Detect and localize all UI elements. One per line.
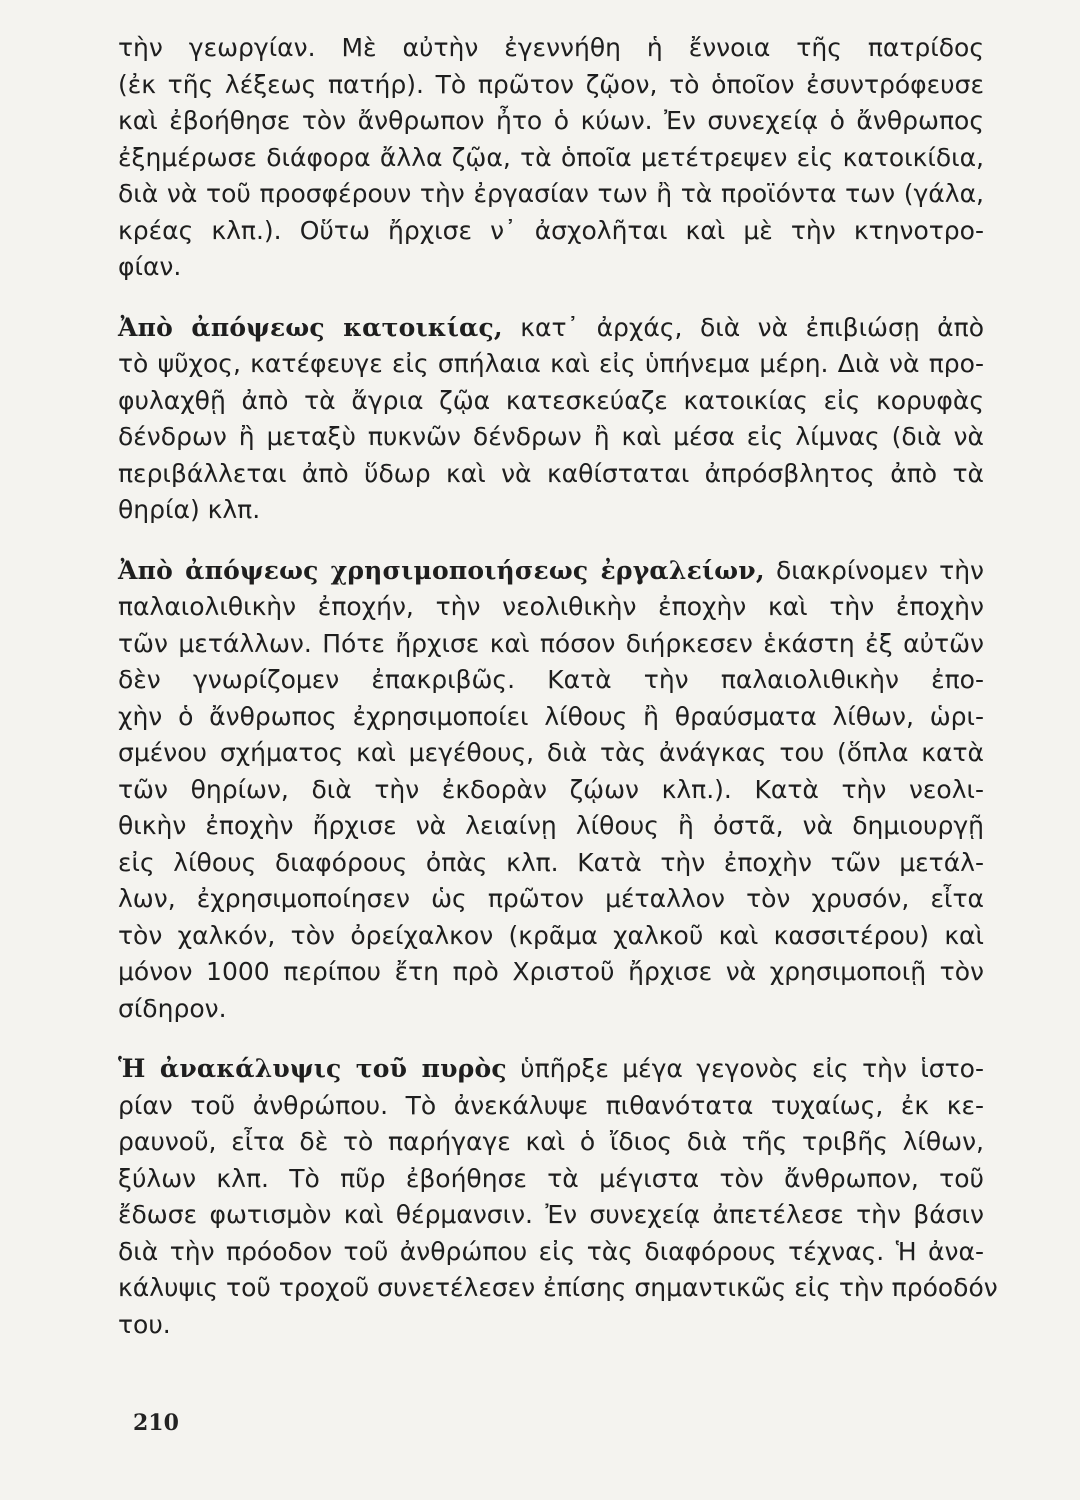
text-line: εἰς λίθους διαφόρους ὀπὰς κλπ. Κατὰ τὴν ἐποχὴν τῶν μετάλ- xyxy=(118,847,984,877)
page-number: 210 xyxy=(133,1410,179,1436)
paragraph-tools xyxy=(118,553,984,1028)
text-line: λων, ἐχρησιμοποίησεν ὡς πρῶτον μέταλλον τὸν χρυσόν, εἶτα xyxy=(118,884,984,913)
text-line: ἐξημέρωσε διάφορα ἄλλα ζῷα, τὰ ὁποῖα μετέτρεψεν εἰς κατοικίδια, xyxy=(118,142,984,172)
paragraph-heading: Ἀπὸ ἀπόψεως κατοικίας, xyxy=(118,312,503,342)
page-text xyxy=(118,30,998,1343)
text-line xyxy=(118,310,984,347)
paragraph-gap xyxy=(118,529,984,553)
text-line: τὸ ψῦχος, κατέφευγε εἰς σπήλαια καὶ εἰς ὑπήνεμα μέρη. Διὰ νὰ προ- xyxy=(118,349,984,378)
text-line: τὸν χαλκόν, τὸν ὀρείχαλκον (κρᾶμα χαλκοῦ καὶ κασσιτέρου) καὶ xyxy=(118,920,984,950)
paragraph-gap xyxy=(118,286,984,310)
text-line: περιβάλλεται ἀπὸ ὕδωρ καὶ νὰ καθίσταται ἀπρόσβλητος ἀπὸ τὰ xyxy=(118,458,984,488)
paragraph-heading: Ἡ ἀνακάλυψις τοῦ πυρὸς xyxy=(118,1054,507,1083)
text-line: τῶν θηρίων, διὰ τὴν ἐκδορὰν ζῴων κλπ.). Κατὰ τὴν νεολι- xyxy=(118,774,984,804)
text-line: θικὴν ἐποχὴν ἤρχισε νὰ λειαίνῃ λίθους ἢ ὀστᾶ, νὰ δημιουργῇ xyxy=(118,811,984,840)
text-line: του. xyxy=(118,1309,171,1339)
text-line: χὴν ὁ ἄνθρωπος ἐχρησιμοποίει λίθους ἢ θραύσματα λίθων, ὡρι- xyxy=(118,701,984,731)
text-line: διὰ νὰ τοῦ προσφέρουν τὴν ἐργασίαν των ἢ τὰ προϊόντα των (γάλα, xyxy=(118,179,984,208)
text-line: ἔδωσε φωτισμὸν καὶ θέρμανσιν. Ἐν συνεχείᾳ ἀπετέλεσε τὴν βάσιν xyxy=(118,1200,984,1229)
text-run: ὑπῆρξε μέγα γεγονὸς εἰς τὴν ἱστο- xyxy=(506,1054,984,1083)
text-line: τῶν μετάλλων. Πότε ἤρχισε καὶ πόσον διήρκεσεν ἑκάστη ἐξ αὐτῶν xyxy=(118,628,984,658)
text-run: διακρίνομεν τὴν xyxy=(764,555,984,585)
text-line: καὶ ἐβοήθησε τὸν ἄνθρωπον ἦτο ὁ κύων. Ἐν συνεχείᾳ ὁ ἄνθρωπος xyxy=(118,106,984,135)
text-run: κατ᾿ ἀρχάς, διὰ νὰ ἐπιβιώσῃ ἀπὸ xyxy=(502,312,984,342)
paragraph-dwelling xyxy=(118,310,984,529)
text-line: τὴν γεωργίαν. Μὲ αὐτὴν ἐγεννήθη ἡ ἔννοια τῆς πατρίδος xyxy=(118,33,984,62)
text-line: δὲν γνωρίζομεν ἐπακριβῶς. Κατὰ τὴν παλαιολιθικὴν ἐπο- xyxy=(118,665,984,694)
text-line: ρίαν τοῦ ἀνθρώπου. Τὸ ἀνεκάλυψε πιθανότατα τυχαίως, ἐκ κε- xyxy=(118,1090,984,1120)
text-line: ραυνοῦ, εἶτα δὲ τὸ παρήγαγε καὶ ὁ ἴδιος διὰ τῆς τριβῆς λίθων, xyxy=(118,1127,984,1156)
text-line: σμένου σχήματος καὶ μεγέθους, διὰ τὰς ἀνάγκας του (ὅπλα κατὰ xyxy=(118,738,984,767)
paragraph-fire xyxy=(118,1051,998,1343)
text-line: παλαιολιθικὴν ἐποχήν, τὴν νεολιθικὴν ἐποχὴν καὶ τὴν ἐποχὴν xyxy=(118,592,984,621)
text-line xyxy=(118,1051,984,1088)
text-line: μόνον 1000 περίπου ἔτη πρὸ Χριστοῦ ἤρχισε νὰ χρησιμοποιῇ τὸν xyxy=(118,957,984,986)
text-line: δένδρων ἢ μεταξὺ πυκνῶν δένδρων ἢ καὶ μέσα εἰς λίμνας (διὰ νὰ xyxy=(118,422,984,451)
text-line: φυλαχθῇ ἀπὸ τὰ ἄγρια ζῷα κατεσκεύαζε κατοικίας εἰς κορυφὰς xyxy=(118,385,984,415)
text-line: κάλυψις τοῦ τροχοῦ συνετέλεσεν ἐπίσης σημαντικῶς εἰς τὴν πρόοδόν xyxy=(118,1273,998,1302)
text-line: φίαν. xyxy=(118,252,182,281)
text-line: (ἐκ τῆς λέξεως πατήρ). Τὸ πρῶτον ζῷον, τὸ ὁποῖον ἐσυντρόφευσε xyxy=(118,69,984,99)
text-line: διὰ τὴν πρόοδον τοῦ ἀνθρώπου εἰς τὰς διαφόρους τέχνας. Ἡ ἀνα- xyxy=(118,1236,984,1266)
text-line: σίδηρον. xyxy=(118,993,227,1023)
paragraph-heading: Ἀπὸ ἀπόψεως χρησιμοποιήσεως ἐργαλείων, xyxy=(118,555,765,585)
paragraph-agriculture xyxy=(118,30,984,286)
text-line: ξύλων κλπ. Τὸ πῦρ ἐβοήθησε τὰ μέγιστα τὸν ἄνθρωπον, τοῦ xyxy=(118,1163,984,1193)
text-line: κρέας κλπ.). Οὕτω ἤρχισε ν᾿ ἀσχολῆται καὶ μὲ τὴν κτηνοτρο- xyxy=(118,215,984,245)
paragraph-gap xyxy=(118,1027,984,1051)
text-line xyxy=(118,553,984,590)
text-line: θηρία) κλπ. xyxy=(118,495,261,524)
